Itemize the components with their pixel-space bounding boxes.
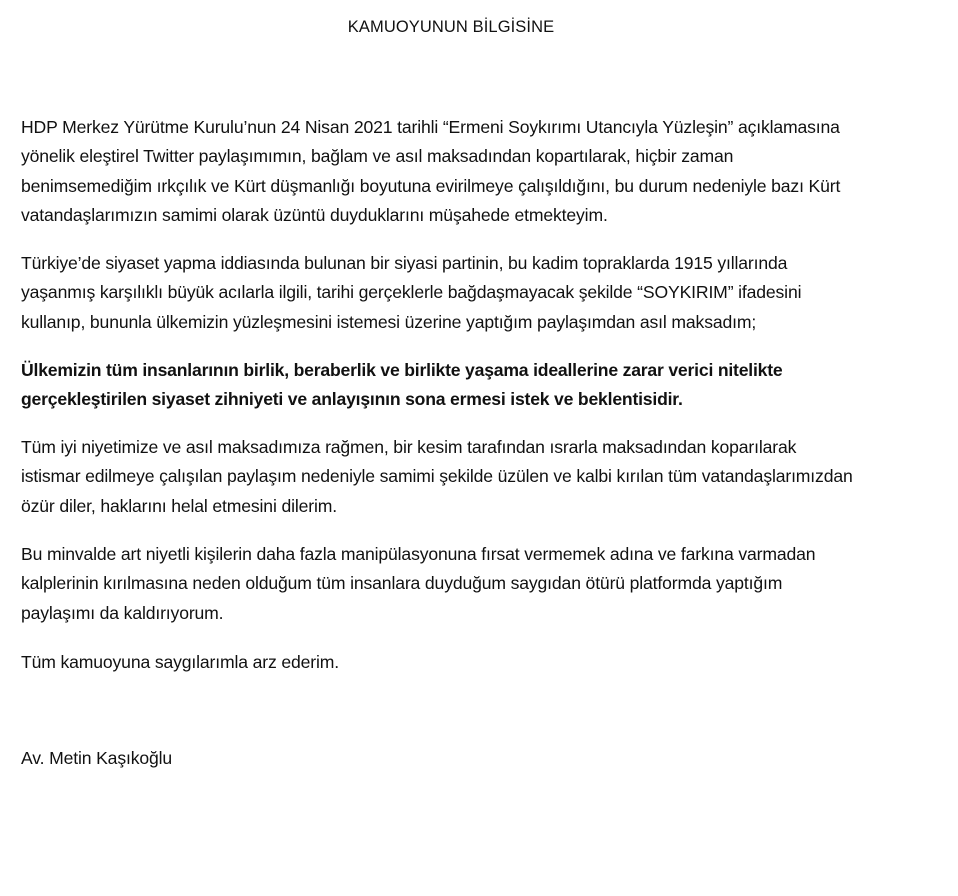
paragraph-line: Türkiye’de siyaset yapma iddiasında bulunan bir siyasi partinin, bu kadim topraklarda 1915 yıllarında — [21, 253, 788, 273]
paragraph-line: yaşanmış karşılıklı büyük acılarla ilgili, tarihi gerçeklerle bağdaşmayacak şekilde “SOYKIRIM” ifadesini — [21, 282, 802, 303]
paragraph-intent — [21, 249, 946, 337]
paragraph-line: vatandaşlarımızın samimi olarak üzüntü duyduklarını müşahede etmekteyim. — [21, 204, 608, 225]
paragraph-line: HDP Merkez Yürütme Kurulu’nun 24 Nisan 2021 tarihli “Ermeni Soykırımı Utancıyla Yüzleşin” açıklamasına — [21, 117, 840, 137]
paragraph-line: gerçekleştirilen siyaset zihniyeti ve anlayışının sona ermesi istek ve beklentisidir. — [21, 389, 683, 410]
paragraph-line: Tüm kamuoyuna saygılarımla arz ederim. — [21, 652, 339, 672]
paragraph-line: Tüm iyi niyetimize ve asıl maksadımıza rağmen, bir kesim tarafından ısrarla maksadından koparılarak — [21, 437, 797, 457]
paragraph-line: paylaşımı da kaldırıyorum. — [21, 602, 224, 623]
paragraph-line: kalplerinin kırılmasına neden olduğum tüm insanlara duyduğum saygıdan ötürü platformda yaptığım — [21, 573, 783, 594]
paragraph-bold-purpose — [21, 356, 946, 415]
paragraph-closing — [21, 648, 946, 677]
paragraph-line: benimsemediğim ırkçılık ve Kürt düşmanlığı boyutuna evirilmeye çalışıldığını, bu durum nedeniyle bazı Kürt — [21, 175, 841, 196]
paragraph-line: kullanıp, bununla ülkemizin yüzleşmesini istemesi üzerine yaptığım paylaşımdan asıl maksadım; — [21, 311, 757, 332]
signature: Av. Metin Kaşıkoğlu — [21, 748, 173, 768]
document-title: KAMUOYUNUN BİLGİSİNE — [347, 18, 555, 36]
paragraph-line: Ülkemizin tüm insanlarının birlik, beraberlik ve birlikte yaşama ideallerine zarar verici nitelikte — [21, 360, 783, 380]
paragraph-line: yönelik eleştirel Twitter paylaşımımın, bağlam ve asıl maksadından kopartılarak, hiçbir zaman — [21, 146, 734, 167]
paragraph-line: istismar edilmeye çalışılan paylaşım nedeniyle samimi şekilde üzülen ve kalbi kırılan tüm vatandaşlarımızdan — [21, 466, 853, 487]
paragraph-line: Bu minvalde art niyetli kişilerin daha fazla manipülasyonuna fırsat vermemek adına ve farkına varmadan — [21, 544, 816, 564]
paragraph-apology — [21, 433, 946, 521]
paragraph-hdp-statement — [21, 113, 946, 230]
paragraph-line: özür diler, haklarını helal etmesini dilerim. — [21, 495, 337, 516]
paragraph-removal — [21, 540, 946, 628]
